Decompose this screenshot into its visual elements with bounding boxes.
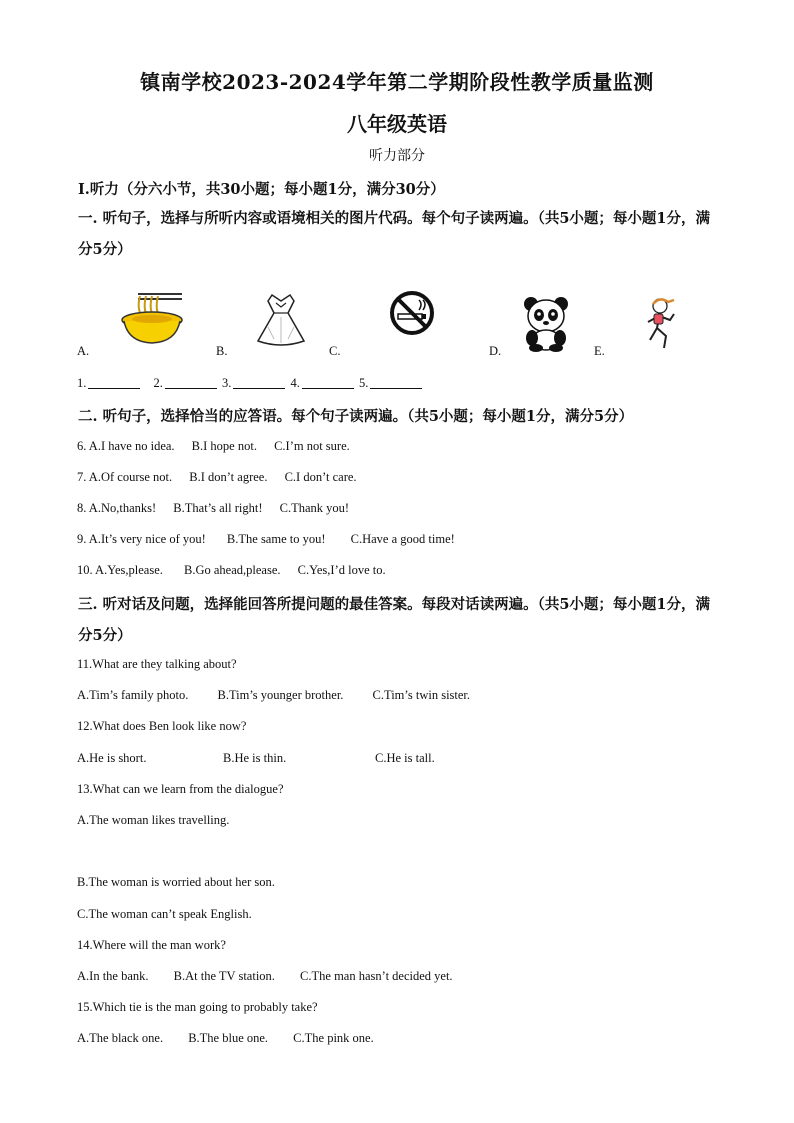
blank-5[interactable] [370, 376, 422, 389]
dress-icon [254, 293, 308, 347]
option-10b[interactable]: B.Go ahead,please. [184, 563, 281, 577]
blank-label-3: 3. [222, 376, 232, 390]
option-7b[interactable]: B.I don’t agree. [189, 470, 268, 484]
option-9b[interactable]: B.The same to you! [226, 532, 326, 546]
question-10 [77, 563, 386, 578]
question-14-stem: 14.Where will the man work? [77, 938, 226, 952]
question-12-options [77, 751, 435, 766]
section-c-heading: 三. 听对话及问题，选择能回答所提问题的最佳答案。每段对话读两遍。（共5小题；每小题1分，满分5分） [78, 596, 711, 644]
question-14-options [77, 969, 453, 984]
option-6b[interactable]: B.I hope not. [191, 439, 257, 453]
option-11c[interactable]: C.Tim’s twin sister. [372, 688, 471, 702]
question-11-options [77, 688, 470, 703]
blank-label-4: 4. [290, 376, 300, 390]
option-8c[interactable]: C.Thank you! [279, 501, 350, 515]
section-a-heading: 一. 听句子，选择与所听内容或语境相关的图片代码。每个句子读两遍。（共5小题；每小题1分，满分5分） [78, 210, 711, 258]
option-13c[interactable]: C.The woman can’t speak English. [77, 907, 252, 921]
page-title: 镇南学校2023-2024学年第二学期阶段性教学质量监测 [140, 70, 654, 94]
blank-1[interactable] [88, 376, 140, 389]
question-7 [77, 470, 357, 485]
option-14a[interactable]: A.In the bank. [77, 969, 149, 983]
question-9 [77, 532, 455, 547]
picture-label-d: D. [489, 344, 502, 358]
picture-label-b: B. [216, 344, 228, 358]
question-15-options [77, 1031, 374, 1046]
option-13a[interactable]: A.The woman likes travelling. [77, 813, 230, 827]
question-11-stem: 11.What are they talking about? [77, 657, 237, 671]
option-6c[interactable]: C.I’m not sure. [274, 439, 350, 453]
question-6 [77, 439, 350, 454]
option-8b[interactable]: B.That’s all right! [173, 501, 263, 515]
blank-label-2: 2. [153, 376, 163, 390]
option-15a[interactable]: A.The black one. [77, 1031, 164, 1045]
question-13-stem: 13.What can we learn from the dialogue? [77, 782, 284, 796]
question-8 [77, 501, 349, 516]
option-10c[interactable]: C.Yes,I’d love to. [297, 563, 386, 577]
option-12c[interactable]: C.He is tall. [375, 751, 435, 765]
option-15b[interactable]: B.The blue one. [188, 1031, 269, 1045]
section-heading-listening: Ⅰ.听力（分六小节，共30小题；每小题1分，满分30分） [78, 181, 445, 198]
option-14b[interactable]: B.At the TV station. [173, 969, 275, 983]
picture-label-c: C. [329, 344, 341, 358]
blank-label-1: 1. [77, 376, 87, 390]
noodles-icon [118, 290, 184, 346]
runner-icon [640, 296, 680, 352]
panda-icon [521, 296, 571, 352]
no-smoking-icon [389, 290, 435, 336]
option-12a[interactable]: A.He is short. [77, 751, 147, 765]
answer-blanks [77, 376, 424, 391]
part-label: 听力部分 [369, 148, 425, 164]
option-15c[interactable]: C.The pink one. [293, 1031, 374, 1045]
option-10a[interactable]: 10. A.Yes,please. [77, 563, 163, 577]
section-b-heading: 二. 听句子，选择恰当的应答语。每个句子读两遍。（共5小题；每小题1分，满分5分） [78, 408, 634, 425]
blank-3[interactable] [233, 376, 285, 389]
page-subtitle: 八年级英语 [347, 112, 447, 136]
option-7c[interactable]: C.I don’t care. [284, 470, 357, 484]
option-11b[interactable]: B.Tim’s younger brother. [217, 688, 344, 702]
option-6a[interactable]: 6. A.I have no idea. [77, 439, 175, 453]
option-9c[interactable]: C.Have a good time! [350, 532, 455, 546]
blank-label-5: 5. [359, 376, 369, 390]
picture-label-e: E. [594, 344, 605, 358]
option-8a[interactable]: 8. A.No,thanks! [77, 501, 157, 515]
question-15-stem: 15.Which tie is the man going to probably take? [77, 1000, 318, 1014]
option-13b[interactable]: B.The woman is worried about her son. [77, 875, 275, 889]
picture-label-a: A. [77, 344, 90, 358]
option-9a[interactable]: 9. A.It’s very nice of you! [77, 532, 206, 546]
blank-4[interactable] [302, 376, 354, 389]
question-12-stem: 12.What does Ben look like now? [77, 719, 247, 733]
blank-2[interactable] [165, 376, 217, 389]
option-14c[interactable]: C.The man hasn’t decided yet. [300, 969, 453, 983]
option-11a[interactable]: A.Tim’s family photo. [77, 688, 189, 702]
option-7a[interactable]: 7. A.Of course not. [77, 470, 173, 484]
option-12b[interactable]: B.He is thin. [223, 751, 287, 765]
